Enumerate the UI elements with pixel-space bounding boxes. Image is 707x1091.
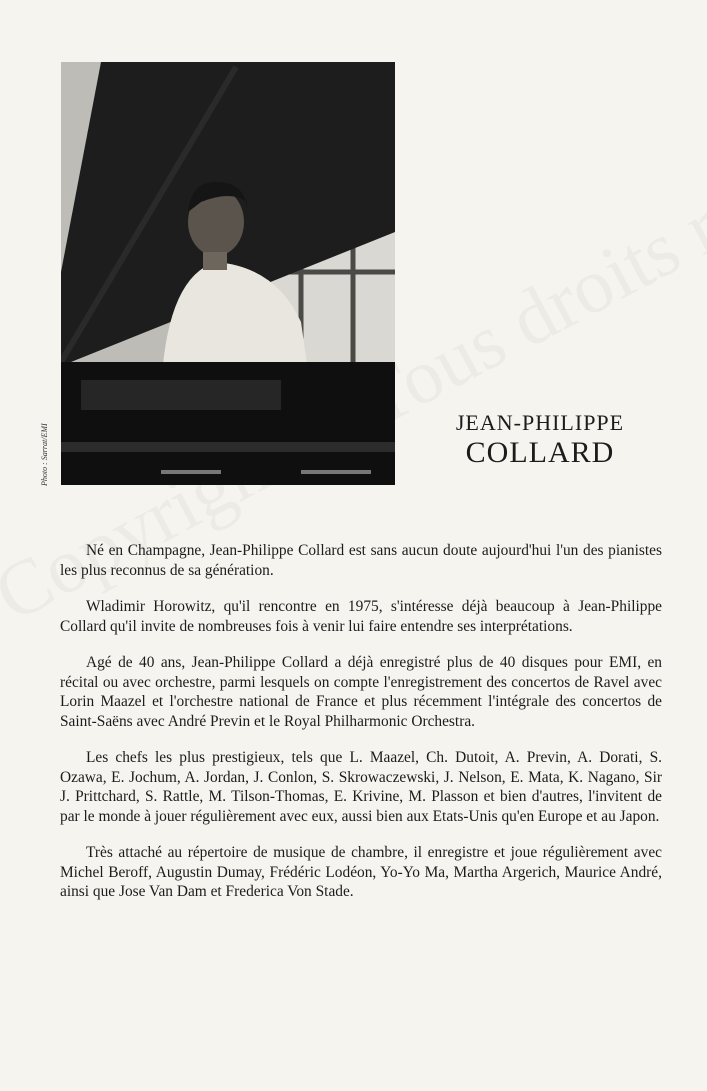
pianist-photo bbox=[61, 62, 395, 485]
biography-paragraph: Les chefs les plus prestigieux, tels que L. Maazel, Ch. Dutoit, A. Previn, A. Dorati, S. Ozawa, E. Jochum, A. Jordan, J. Conlon, S. Skrowaczewski, J. Nelson, E. Mata, K. Nagano, Sir J. Prittchard, S. Rattle, M. Tilson-Thomas, E. Krivine, M. Plasson et bien d'autres, l'invitent de par le monde à jouer régulièrement avec eux, aussi bien aux Etats-Unis qu'en Europe et au Japon. bbox=[60, 749, 662, 825]
biography-paragraph: Né en Champagne, Jean-Philippe Collard est sans aucun doute aujourd'hui l'un des pianistes les plus reconnus de sa génération. bbox=[60, 542, 662, 579]
artist-first-name: JEAN-PHILIPPE bbox=[455, 410, 625, 435]
biography-paragraph: Très attaché au répertoire de musique de chambre, il enregistre et joue régulièrement avec Michel Beroff, Augustin Dumay, Frédéric Lodéon, Yo-Yo Ma, Martha Argerich, Maurice André, ainsi que Jose Van Dam et Frederica Von Stade. bbox=[60, 844, 662, 900]
biography-paragraph: Agé de 40 ans, Jean-Philippe Collard a déjà enregistré plus de 40 disques pour EMI, en récital ou avec orchestre, parmi lesquels on compte l'enregistrement des concertos de Ravel avec Lorin Maazel et l'orchestre national de France et plus récemment l'intégrale des concertos de Saint-Saëns avec André Previn et le Royal Philharmonic Orchestra. bbox=[60, 654, 662, 730]
artist-name bbox=[430, 410, 650, 470]
biography-paragraph: Wladimir Horowitz, qu'il rencontre en 1975, s'intéresse déjà beaucoup à Jean-Philippe Collard qu'il invite de nombreuses fois à venir lui faire entendre ses interprétations. bbox=[60, 598, 662, 635]
artist-last-name: COLLARD bbox=[465, 436, 615, 469]
photo-credit: Photo : Sarrat/EMI bbox=[40, 423, 49, 486]
biography bbox=[60, 541, 662, 919]
